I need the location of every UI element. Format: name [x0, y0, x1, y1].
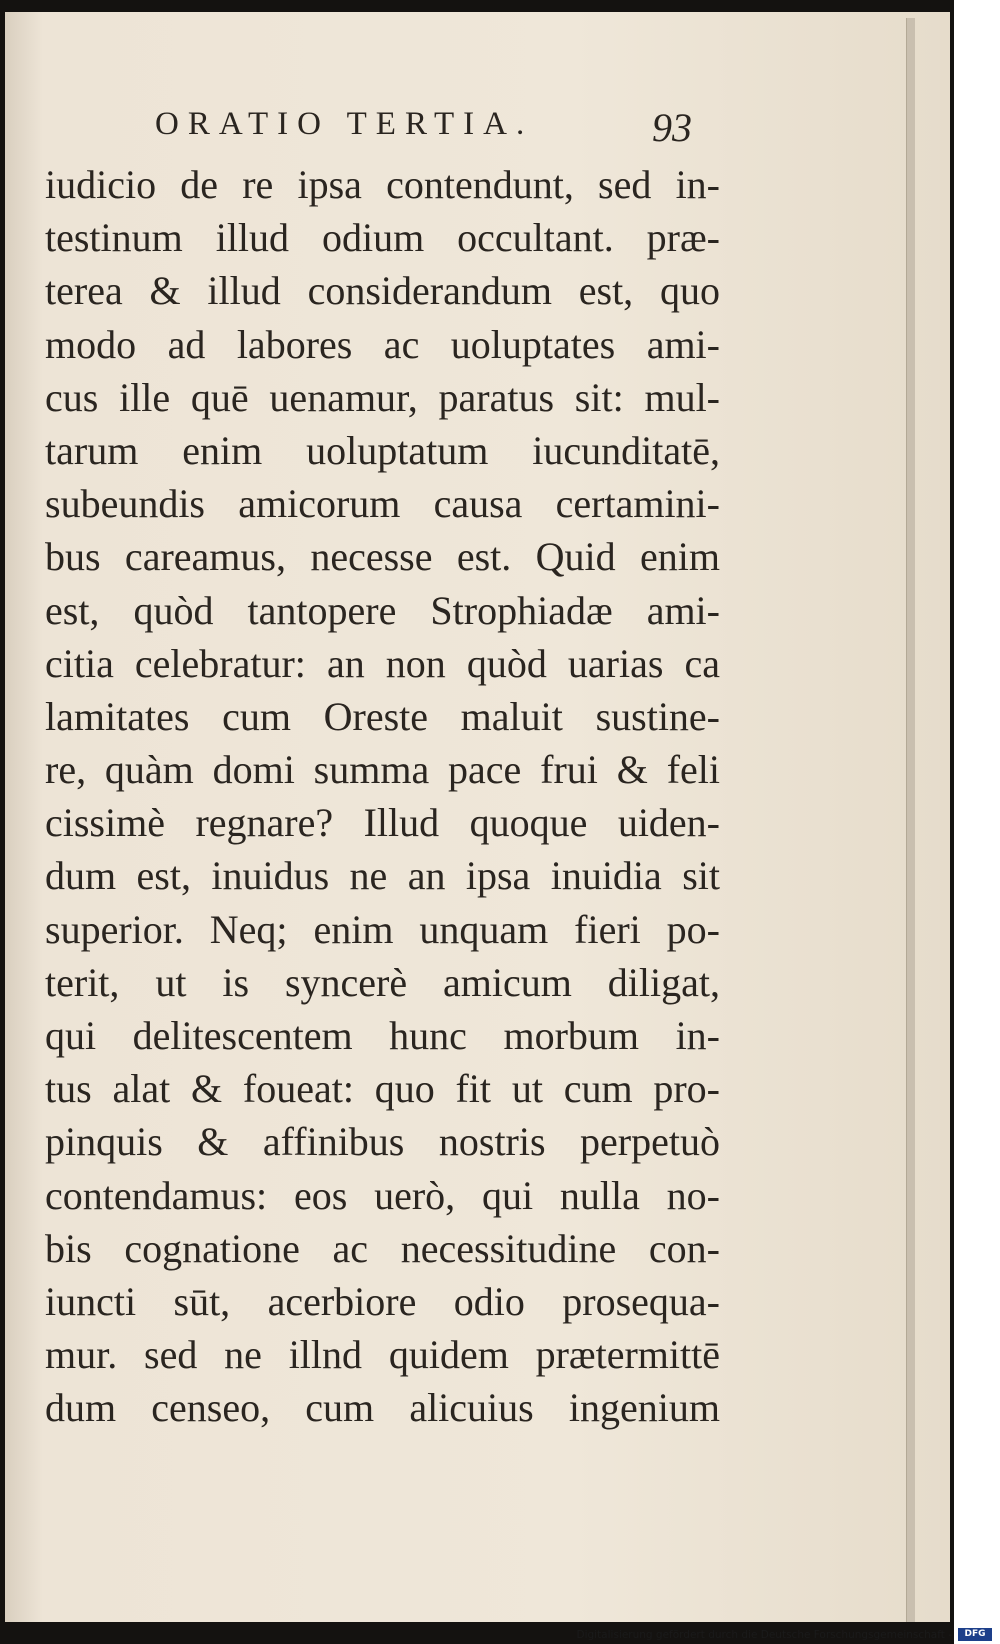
body-text [45, 158, 720, 1435]
funding-credit: Digitalisierung gefördert durch die Deutsche Forschungsgemeinschaft - [576, 1629, 952, 1641]
text-line: subeundis amicorum causa certamini- [45, 481, 720, 527]
text-line: citia celebratur: an non quòd uarias ca [45, 640, 720, 686]
text-line: pinquis & affinibus nostris perpetuò [45, 1119, 720, 1165]
running-title: ORATIO TERTIA. [155, 106, 534, 142]
text-line: testinum illud odium occultant. præ- [45, 215, 720, 261]
text-line: dum est, inuidus ne an ipsa inuidia sit [45, 853, 720, 899]
text-line: mur. sed ne illnd quidem prætermittē [45, 1332, 720, 1378]
page-number: 93 [652, 105, 692, 150]
text-line: cissimè regnare? Illud quoque uiden- [45, 800, 720, 846]
page-edge [906, 18, 915, 1622]
text-line: iudicio de re ipsa contendunt, sed in- [45, 162, 720, 207]
text-line: bis cognatione ac necessitudine con- [45, 1225, 720, 1271]
text-line: contendamus: eos uerò, qui nulla no- [45, 1172, 720, 1218]
text-line: est, quòd tantopere Strophiadæ ami- [45, 587, 720, 633]
text-line: qui delitescentem hunc morbum in- [45, 1013, 720, 1058]
text-line: iuncti sūt, acerbiore odio prosequa- [45, 1278, 720, 1324]
dfg-logo: DFG [958, 1628, 992, 1641]
text-line: re, quàm domi summa pace frui & feli [45, 747, 720, 793]
text-line: tus alat & foueat: quo fit ut cum pro- [45, 1066, 720, 1112]
text-line: modo ad labores ac uoluptates ami- [45, 321, 720, 367]
text-line: terea & illud considerandum est, quo [45, 268, 720, 314]
text-line: bus careamus, necesse est. Quid enim [45, 534, 720, 580]
text-line: dum censeo, cum alicuius ingenium [45, 1385, 720, 1431]
text-line: superior. Neq; enim unquam fieri po- [45, 906, 720, 952]
text-line: lamitates cum Oreste maluit sustine- [45, 693, 720, 739]
text-line: cus ille quē uenamur, paratus sit: mul- [45, 374, 720, 420]
text-line: tarum enim uoluptatum iucunditatē, [45, 427, 720, 473]
text-line: terit, ut is syncerè amicum diligat, [45, 959, 720, 1005]
